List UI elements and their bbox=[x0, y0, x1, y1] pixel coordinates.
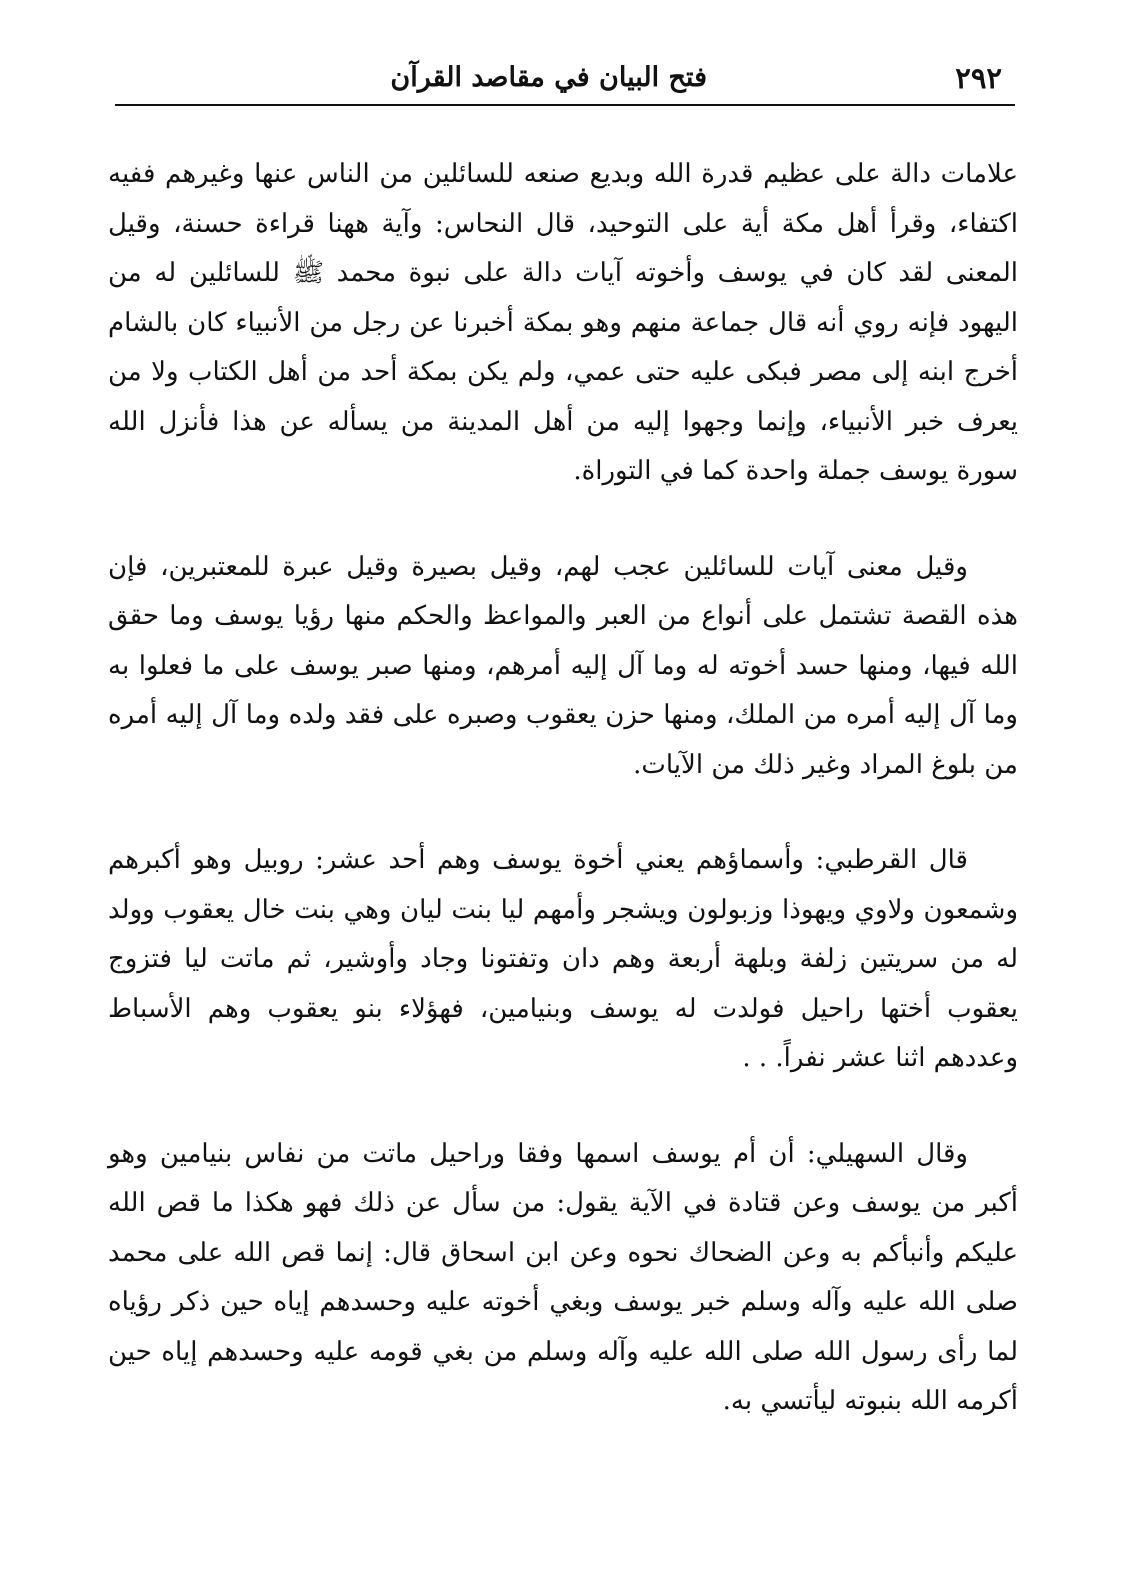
paragraph-4: وقال السهيلي: أن أم يوسف اسمها وفقا وراحيل ماتت من نفاس بنيامين وهو أكبر من يوسف وعن قتادة في الآية يقول: من سأل عن ذلك فهو هكذا ما قص الله عليكم وأنبأكم به وعن الضحاك نحوه وعن ابن اسحاق قال: إنما قص الله على محمد صلى الله عليه وآله وسلم خبر يوسف وبغي أخوته عليه وحسدهم إياه حين ذكر رؤياه لما رأى رسول الله صلى الله عليه وآله وسلم من بغي قومه عليه وحسدهم إياه حين أكرمه الله بنبوته ليأتسي به. bbox=[108, 1138, 1018, 1416]
paragraph-1: علامات دالة على عظيم قدرة الله وبديع صنعه للسائلين من الناس عنها وغيرهم ففيه اكتفاء، وقرأ أهل مكة أية على التوحيد، قال النحاس: وآية ههنا قراءة حسنة، وقيل المعنى لقد كان في يوسف وأخوته آيات دالة على نبوة محمد ﷺ للسائلين له من اليهود فإنه روي أنه قال جماعة منهم وهو بمكة أخبرنا عن رجل من الأنبياء كان بالشام أخرج ابنه إلى مصر فبكى عليه حتى عمي، ولم يكن بمكة أحد من أهل الكتاب ولا من يعرف خبر الأنبياء، وإنما وجهوا إليه من أهل المدينة من يسأله عن هذا فأنزل الله سورة يوسف جملة واحدة كما في التوراة. bbox=[108, 159, 1018, 486]
running-title: فتح البيان في مقاصد القرآن bbox=[390, 62, 707, 93]
paragraph-2: وقيل معنى آيات للسائلين عجب لهم، وقيل بصيرة وقيل عبرة للمعتبرين، فإن هذه القصة تشتمل على أنواع من العبر والمواعظ والحكم منها رؤيا يوسف وما حقق الله فيها، ومنها حسد أخوته له وما آل إليه أمرهم، ومنها صبر يوسف على ما فعلوا به وما آل إليه أمره من الملك، ومنها حزن يعقوب وصبره على فقد ولده وما آل إليه أمره من بلوغ المراد وغير ذلك من الآيات. bbox=[108, 551, 1018, 780]
paragraph-3: قال القرطبي: وأسماؤهم يعني أخوة يوسف وهم أحد عشر: روبيل وهو أكبرهم وشمعون ولاوي ويهوذا وزبولون ويشجر وأمهم ليا بنت ليان وهي بنت خال يعقوب وولد له من سريتين زلفة وبلهة أربعة وهم دان وتفتونا وجاد وأوشير، ثم ماتت ليا فتزوج يعقوب أختها راحيل فولدت له يوسف وبنيامين، فهؤلاء بنو يعقوب وهم الأسباط وعددهم اثنا عشر نفراً. . . bbox=[108, 845, 1018, 1073]
page-number: ٢٩٢ bbox=[955, 61, 1002, 95]
header-divider bbox=[115, 104, 1015, 106]
body-text bbox=[108, 150, 1018, 1473]
page-header bbox=[112, 58, 1012, 102]
